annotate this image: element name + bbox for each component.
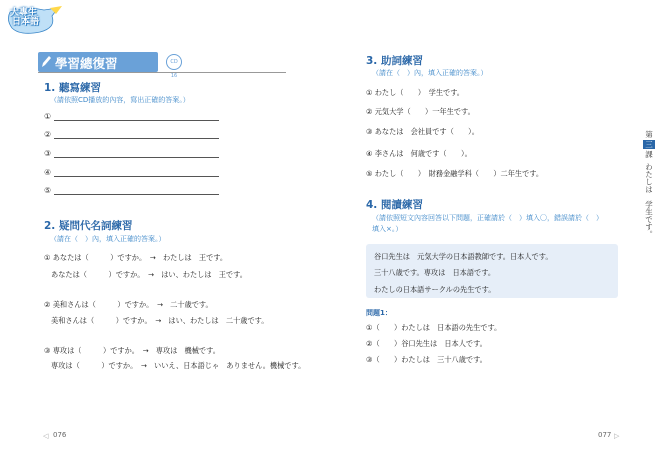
sec2-row: ③ 専攻は（ ）ですか。 → 専攻は 機械です。 [44,346,220,355]
prev-arrow-icon: ◁ [43,432,49,440]
title-bar [38,52,286,79]
cd-badge: CD 16 [166,54,182,70]
sec3-row: ② 元気大学（ ）一年生です。 [366,107,475,116]
sec4-instruction-2: 填入×。） [372,225,403,233]
sec3-row: ④ 李さんは 何歳です（ ）。 [366,149,472,158]
sec2-row: 美和さんは（ ）ですか。 → はい、わたしは 二十歳です。 [51,316,269,325]
logo-text: 大專生 日本語 [10,8,40,27]
sec3-instruction: （請在（ ）內，填入正確的答案。） [372,69,488,77]
dictation-line-1[interactable]: ① [44,112,219,122]
sec3-row: ③ あなたは 会社員です（ ）。 [366,127,479,136]
pencil-icon [40,55,52,69]
page-title: 學習總復習 [55,56,118,71]
sec2-heading: 2. 疑問代名詞練習 [44,220,133,232]
dictation-line-3[interactable]: ③ [44,149,219,159]
dictation-line-5[interactable]: ⑤ [44,186,219,196]
sec3-row: ① わたし（ ） 学生です。 [366,88,464,97]
page-number-right: 077 [598,431,612,439]
sec4-heading: 4. 閱讀練習 [366,199,423,211]
sec2-row: あなたは（ ）ですか。 → はい、わたしは 王です。 [51,270,247,279]
left-page [0,0,331,454]
title-tag [38,52,158,72]
passage-line: 三十八歳です。専攻は 日本語です。 [374,268,496,277]
sec1-instruction: （請依照CD播放的內容，寫出正確的答案。） [50,96,190,104]
passage-line: わたしの日本語サークルの先生です。 [374,285,496,294]
next-arrow-icon: ▷ [614,432,620,440]
sec2-row: ② 美和さんは（ ）ですか。 → 二十歳です。 [44,300,213,309]
question-row: ③（ ）わたしは 三十八歳です。 [366,355,487,364]
sec3-heading: 3. 助詞練習 [366,55,423,67]
sec2-row: ① あなたは（ ）ですか。 → わたしは 王です。 [44,253,228,262]
question-label: 問題1： [366,309,392,317]
sec3-row: ⑤ わたし（ ） 財務金融学科（ ）二年生です。 [366,169,544,178]
passage-line: 谷口先生は 元気大学の日本語教師です。日本人です。 [374,252,553,261]
question-row: ①（ ）わたしは 日本語の先生です。 [366,323,502,332]
sec4-instruction-1: （請依照短文內容回答以下問題，正確請於（ ）填入〇，錯誤請於（ ） [372,214,603,222]
dictation-line-4[interactable]: ④ [44,168,219,178]
lesson-side-tab: 第 三 課 わたしは 学生です。 [644,130,654,238]
page-number-left: 076 [53,431,67,439]
sec1-heading: 1. 聽寫練習 [44,82,101,94]
question-row: ②（ ）谷口先生は 日本人です。 [366,339,487,348]
sec2-row: 専攻は（ ）ですか。 → いいえ、日本語じゃ ありません。機械です。 [51,361,306,370]
sec2-instruction: （請在（ ）內，填入正確的答案。） [50,235,166,243]
dictation-line-2[interactable]: ② [44,130,219,140]
lesson-title: わたしは 学生です。 [644,163,654,238]
